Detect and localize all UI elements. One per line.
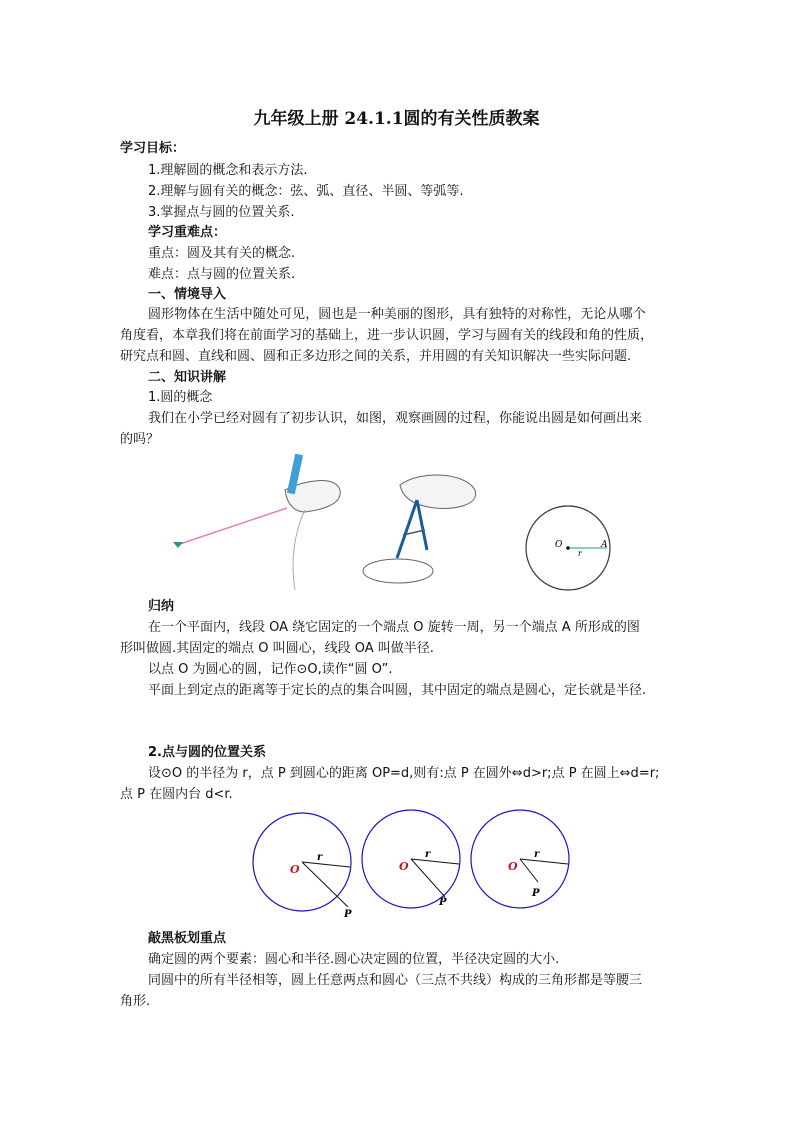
point-inside-diagram <box>471 810 569 908</box>
point-on-circle-diagram <box>362 810 460 908</box>
objective-item: 2.理解与圆有关的概念：弦、弧、直径、半圆、等弧等. <box>148 184 464 199</box>
fig2-center-label: O <box>399 860 409 873</box>
summary-line: 在一个平面内，线段 OA 绕它固定的一个端点 O 旋转一周，另一个端点 A 所形成的图 <box>148 620 640 635</box>
emphasis-line: 角形. <box>120 994 151 1009</box>
intro-heading: 一、情境导入 <box>148 287 227 302</box>
fig2-radius-label: r <box>425 849 431 860</box>
compass-hand-illustration <box>363 475 476 583</box>
intro-line: 研究点和圆、直线和圆、圆和正多边形之间的关系，并用圆的有关知识解决一些实际问题. <box>120 349 632 364</box>
knowledge-heading: 二、知识讲解 <box>148 370 227 385</box>
summary-heading: 归纳 <box>148 599 175 614</box>
emphasis-heading: 敲黑板划重点 <box>148 931 227 946</box>
fig1-center-label: O <box>555 540 563 550</box>
fig2-center-label: O <box>508 860 518 873</box>
point-position-figure <box>245 805 575 925</box>
summary-line: 形叫做圆.其固定的端点 O 叫圆心，线段 OA 叫做半径. <box>120 641 434 656</box>
relation-line: 设⊙O 的半径为 r，点 P 到圆心的距离 OP=d,则有:点 P 在圆外⇔d>r;点 P 在圆上⇔d=r; <box>148 766 660 781</box>
fig2-point-label: P <box>532 888 540 899</box>
fig1-radius-label: r <box>578 549 582 558</box>
point-outside-diagram <box>253 813 352 920</box>
emphasis-line: 同圆中的所有半径相等，圆上任意两点和圆心（三点不共线）构成的三角形都是等腰三 <box>148 973 643 988</box>
section-circle-concept: 1.圆的概念 <box>148 390 213 405</box>
objectives-heading: 学习目标： <box>120 141 186 156</box>
fig2-radius-label: r <box>317 852 323 863</box>
fig2-point-label: P <box>344 909 352 920</box>
summary-line: 以点 O 为圆心的圆，记作⊙O,读作“圆 O”. <box>148 662 393 677</box>
fig1-point-label: A <box>601 540 608 550</box>
circle-drawing-figure <box>145 450 685 595</box>
emphasis-line: 确定圆的两个要素：圆心和半径.圆心决定圆的位置，半径决定圆的大小. <box>148 952 560 967</box>
concept-line: 的吗？ <box>120 432 160 447</box>
key-point-focus: 重点：圆及其有关的概念. <box>148 246 296 261</box>
section-point-circle: 2.点与圆的位置关系 <box>148 745 266 760</box>
intro-line: 角度看，本章我们将在前面学习的基础上，进一步认识圆，学习与圆有关的线段和角的性质， <box>120 328 654 343</box>
summary-line: 平面上到定点的距离等于定长的点的集合叫圆，其中固定的端点是圆心，定长就是半径. <box>148 683 647 698</box>
page-title: 九年级上册 24.1.1圆的有关性质教案 <box>253 109 540 129</box>
key-points-heading: 学习重难点： <box>148 225 227 240</box>
relation-line: 点 P 在圆内台 d<r. <box>120 787 233 802</box>
key-point-difficulty: 难点：点与圆的位置关系. <box>148 267 296 282</box>
pencil-hand-illustration <box>173 454 340 590</box>
fig2-point-label: P <box>439 897 447 908</box>
objective-item: 3.掌握点与圆的位置关系. <box>148 205 295 220</box>
fig2-center-label: O <box>290 863 300 876</box>
intro-line: 圆形物体在生活中随处可见，圆也是一种美丽的图形，具有独特的对称性，无论从哪个 <box>148 307 646 322</box>
labelled-circle-diagram <box>526 506 610 590</box>
fig2-radius-label: r <box>534 849 540 860</box>
objective-item: 1.理解圆的概念和表示方法. <box>148 163 308 178</box>
concept-line: 我们在小学已经对圆有了初步认识，如图，观察画圆的过程，你能说出圆是如何画出来 <box>148 411 643 426</box>
